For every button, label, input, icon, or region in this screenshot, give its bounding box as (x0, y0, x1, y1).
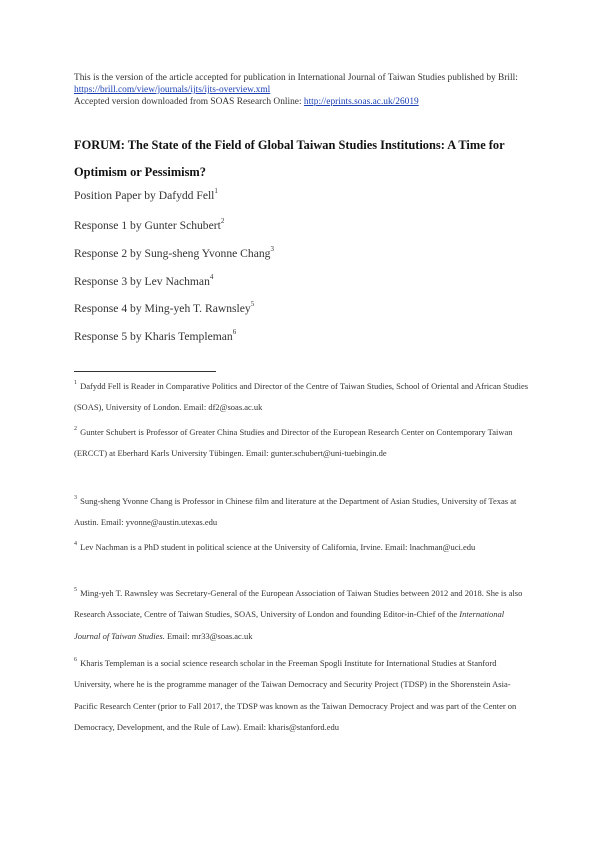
footnote-number: 6 (74, 657, 77, 663)
contents-item: Response 2 by Sung-sheng Yvonne Chang$^3$ (74, 245, 274, 260)
publication-statement: This is the version of the article accepted for publication in International Journal of Taiwan Studies published by Brill: (74, 73, 518, 83)
footnote-number: 5 (74, 587, 77, 593)
footnote: $^1$ Dafydd Fell is Reader in Comparative Politics and Director of the Centre of Taiwan Studies, School of Oriental and African Studies (SOAS), University of London. Email: df2@soas.ac.uk (74, 380, 529, 413)
footnote-number: 4 (74, 541, 77, 547)
repository-link[interactable]: http://eprints.soas.ac.uk/26019 (303, 97, 419, 107)
footnote: $^5$ Ming-yeh T. Rawnsley was Secretary-General of the European Association of Taiwan Studies between 2012 and 2018. She is also Research Associate, Centre of Taiwan Studies, SOAS, University of London and founding Editor-in-Chief of the International Journal of Taiwan Studies. Email: mr33@soas.ac.uk (74, 587, 523, 641)
footnote-number: 2 (74, 426, 77, 432)
footnote-separator (74, 371, 216, 372)
contents-item: Response 3 by Lev Nachman$^4$ (74, 273, 214, 288)
acceptance-note (74, 72, 534, 108)
footnote-number: 3 (74, 495, 77, 501)
footnote-number: 1 (74, 380, 77, 386)
contents-item: Response 5 by Kharis Templeman$^6$ (74, 328, 237, 343)
footnote-ref[interactable]: 1 (214, 187, 218, 195)
contents-item: Response 1 by Gunter Schubert$^2$ (74, 217, 225, 232)
footnote-ref[interactable]: 5 (250, 300, 255, 308)
contents-item: Position Paper by Dafydd Fell$^1$ (74, 187, 218, 202)
contents-item: Response 4 by Ming-yeh T. Rawnsley$^5$ (74, 300, 255, 315)
footnote: $^3$ Sung-sheng Yvonne Chang is Professor in Chinese film and literature at the Department of Asian Studies, University of Texas at Austin. Email: yvonne@austin.utexas.edu (74, 495, 517, 528)
journal-title: International Journal of Taiwan Studies. (74, 609, 505, 641)
footnote: $^2$ Gunter Schubert is Professor of Greater China Studies and Director of the European Research Center on Contemporary Taiwan (ERCCT) at Eberhard Karls University Tübingen. Email: gunter.schubert@uni-tuebingin.de (74, 426, 513, 459)
footnote-ref[interactable]: 2 (220, 217, 225, 225)
download-statement: Accepted version downloaded from SOAS Research Online: (74, 97, 302, 107)
footnote: $^4$ Lev Nachman is a PhD student in political science at the University of California, Irvine. Email: lnachman@uci.edu (74, 541, 476, 552)
footnote-ref[interactable]: 6 (232, 328, 237, 336)
footnote: $^6$ Kharis Templeman is a social science research scholar in the Freeman Spogli Institute for International Studies at Stanford University, where he is the programme manager of the Taiwan Democracy and Security Project (TDSP) in the Shorenstein Asia-Pacific Research Center (prior to Fall 2017, the TDSP was known as the Taiwan Democracy Project and was part of the Center on Democracy, Development, and the Rule of Law). Email: kharis@stanford.edu (74, 657, 517, 733)
footnote-ref[interactable]: 3 (270, 245, 274, 253)
footnote-ref[interactable]: 4 (209, 273, 214, 281)
journal-link[interactable]: https://brill.com/view/journals/ijts/ijts-overview.xml (74, 85, 271, 95)
article-title: FORUM: The State of the Field of Global Taiwan Studies Institutions: A Time for Optimism or Pessimism? (74, 138, 505, 179)
